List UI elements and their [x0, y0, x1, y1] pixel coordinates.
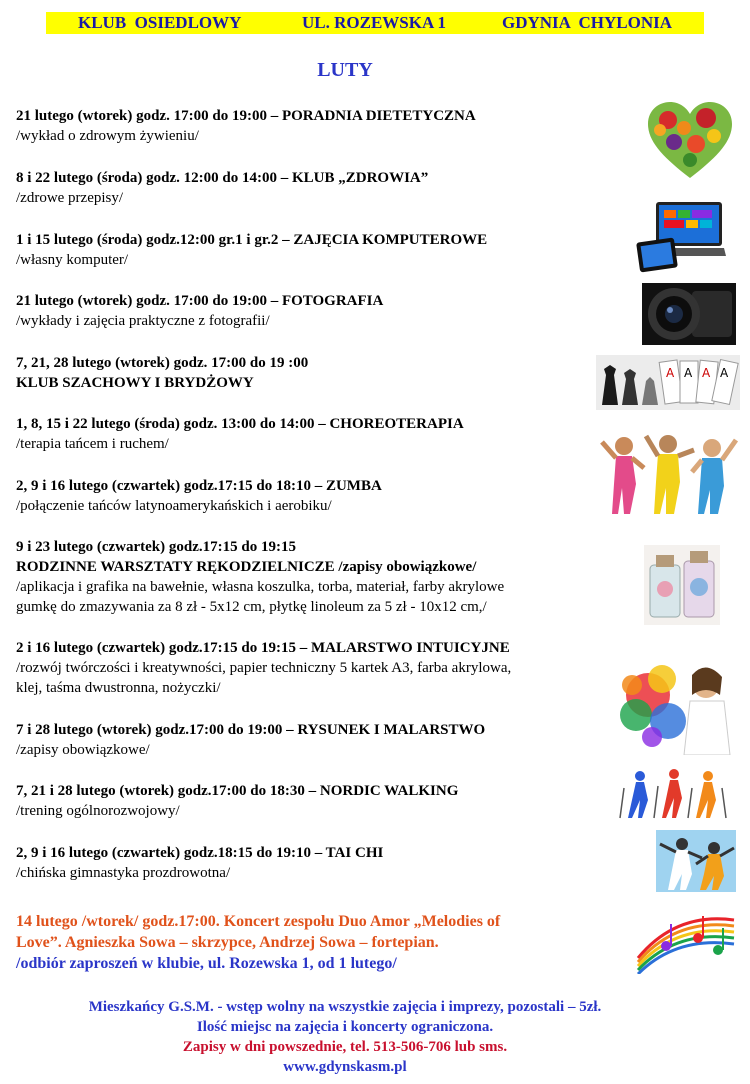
event-title: 2 i 16 lutego (czwartek) godz.17:15 do 19:15 – MALARSTWO INTUICYJNE	[16, 640, 510, 656]
event-description: /terapia tańcem i ruchem/	[16, 436, 169, 452]
event-title: 21 lutego (wtorek) godz. 17:00 do 19:00 – PORADNIA DIETETYCZNA	[16, 108, 476, 124]
header-club: KLUB OSIEDLOWY	[78, 13, 242, 32]
event-chess-bridge	[16, 353, 308, 393]
event-description: /wykład o zdrowym żywieniu/	[16, 128, 199, 144]
event-description: /połączenie tańców latynoamerykańskich i aerobiku/	[16, 498, 332, 514]
event-description: /własny komputer/	[16, 252, 129, 268]
footer-registration: Zapisy w dni powszednie, tel. 513-506-706 lub sms.	[182, 1039, 508, 1055]
event-nordic-walking	[16, 781, 458, 821]
svg-text:A: A	[684, 366, 693, 380]
craft-jars-image	[644, 545, 720, 625]
nordic-walkers-image	[618, 768, 728, 820]
dancers-image	[596, 428, 740, 516]
header-city: GDYNIA CHYLONIA	[502, 13, 673, 32]
svg-text:A: A	[702, 366, 711, 380]
tai-chi-image	[656, 830, 736, 892]
event-description: /chińska gimnastyka prozdrowotna/	[16, 865, 231, 881]
event-title: 21 lutego (wtorek) godz. 17:00 do 19:00 – FOTOGRAFIA	[16, 293, 384, 309]
concert-line3: /odbiór zaproszeń w klubie, ul. Rozewska 1, od 1 lutego/	[16, 955, 397, 972]
event-title: 7, 21 i 28 lutego (wtorek) godz.17:00 do 18:30 – NORDIC WALKING	[16, 783, 459, 799]
chess-cards-image	[596, 355, 740, 410]
event-description-line2: klej, taśma dwustronna, nożyczki/	[16, 680, 221, 696]
footer-entry-fee: Mieszkańcy G.S.M. - wstęp wolny na wszystkie zajęcia i imprezy, pozostali – 5zł.	[88, 999, 602, 1015]
event-title: 2, 9 i 16 lutego (czwartek) godz.17:15 do 18:10 – ZUMBA	[16, 478, 382, 494]
event-choreotherapy	[16, 414, 464, 454]
event-description: /aplikacja i grafika na bawełnie, własna koszulka, torba, materiał, farby akrylowe	[16, 579, 505, 595]
paint-splash-girl-image	[618, 655, 738, 755]
laptop-tablet-image	[634, 200, 726, 274]
svg-text:A: A	[666, 366, 675, 380]
header-address: UL. ROZEWSKA 1	[302, 13, 447, 32]
header-bar	[46, 12, 704, 34]
event-title: 2, 9 i 16 lutego (czwartek) godz.18:15 do 19:10 – TAI CHI	[16, 845, 384, 861]
event-description: /trening ogólnorozwojowy/	[16, 803, 180, 819]
event-intuitive-painting	[16, 638, 511, 698]
event-health-club	[16, 168, 428, 208]
event-title: 1, 8, 15 i 22 lutego (środa) godz. 13:00 do 14:00 – CHOREOTERAPIA	[16, 416, 464, 432]
concert-line1: 14 lutego /wtorek/ godz.17:00. Koncert zespołu Duo Amor „Melodies of	[16, 913, 501, 930]
event-photography	[16, 291, 383, 331]
event-title: 8 i 22 lutego (środa) godz. 12:00 do 14:00 – KLUB „ZDROWIA”	[16, 170, 429, 186]
footer-limited-places: Ilość miejsc na zajęcia i koncerty ograniczona.	[196, 1019, 494, 1035]
event-description-line2: gumkę do zmazywania za 8 zł - 5x12 cm, płytkę linoleum za 5 zł - 10x12 cm,/	[16, 599, 487, 615]
event-description: /rozwój twórczości i kreatywności, papier techniczny 5 kartek A3, farba akrylowa,	[16, 660, 512, 676]
event-description: /zdrowe przepisy/	[16, 190, 124, 206]
event-tai-chi	[16, 843, 383, 883]
event-title: 7, 21, 28 lutego (wtorek) godz. 17:00 do 19 :00	[16, 355, 309, 371]
footer-website-link[interactable]: www.gdynskasm.pl	[283, 1059, 407, 1075]
event-title-line2: RODZINNE WARSZTATY RĘKODZIELNICZE /zapisy obowiązkowe/	[16, 559, 477, 575]
event-title: 7 i 28 lutego (wtorek) godz.17:00 do 19:00 – RYSUNEK I MALARSTWO	[16, 722, 486, 738]
event-crafts	[16, 537, 504, 617]
rainbow-music-notes-image	[636, 902, 736, 974]
event-description: /zapisy obowiązkowe/	[16, 742, 150, 758]
heart-of-vegetables-image	[644, 98, 736, 182]
event-title: 1 i 15 lutego (środa) godz.12:00 gr.1 i gr.2 – ZAJĘCIA KOMPUTEROWE	[16, 232, 488, 248]
event-dietetics	[16, 106, 476, 146]
event-computers	[16, 230, 487, 270]
svg-text:A: A	[720, 366, 729, 380]
month-title: LUTY	[317, 59, 373, 81]
event-title-line2: KLUB SZACHOWY I BRYDŻOWY	[16, 375, 254, 391]
footer	[0, 997, 690, 1077]
concert-line2: Love”. Agnieszka Sowa – skrzypce, Andrzej Sowa – fortepian.	[16, 934, 439, 951]
event-description: /wykłady i zajęcia praktyczne z fotografii/	[16, 313, 270, 329]
camera-image	[642, 283, 736, 345]
event-title: 9 i 23 lutego (czwartek) godz.17:15 do 19:15	[16, 539, 296, 555]
concert-announcement	[16, 911, 500, 974]
event-zumba	[16, 476, 382, 516]
event-drawing-painting	[16, 720, 485, 760]
